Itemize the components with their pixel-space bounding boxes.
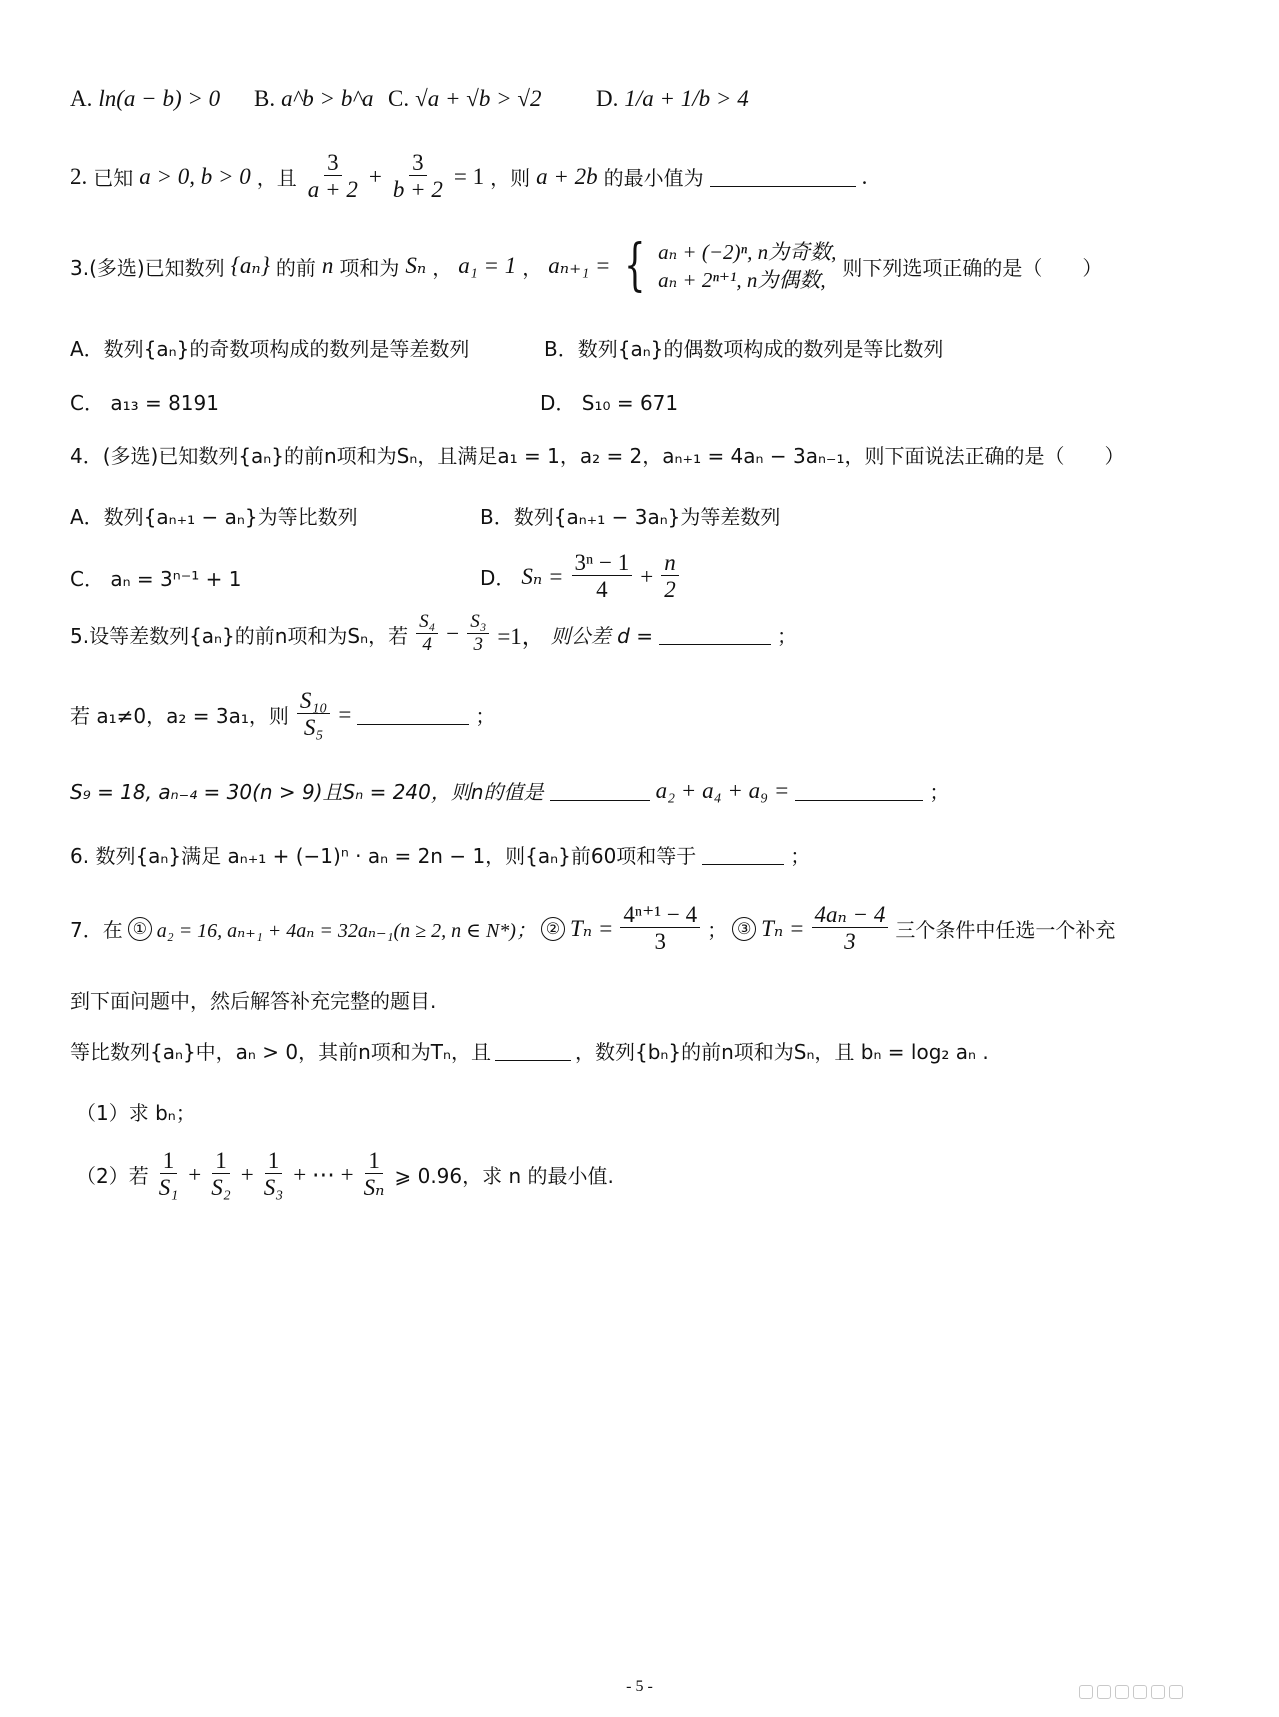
- q7-sub2-frac1-denominator: S₁: [158, 1175, 179, 1201]
- q7-cond2-numerator: 4ⁿ⁺¹ − 4: [620, 902, 700, 928]
- q6-text: 6. 数列{aₙ}满足 aₙ₊₁ + (−1)ⁿ · aₙ = 2n − 1，则{aₙ}前60项和等于: [70, 844, 697, 868]
- q2-expression: a + 2b: [536, 163, 598, 189]
- q7-line1-end: 三个条件中任选一个补充: [895, 918, 1116, 943]
- q3-cases: [658, 238, 836, 295]
- question-6: [70, 840, 810, 869]
- q2-frac2-denominator: b + 2: [392, 177, 443, 203]
- q5-frac-2: [467, 612, 489, 657]
- q3-case-2: aₙ + 2ⁿ⁺¹, n为偶数,: [658, 268, 826, 293]
- q2-frac1-numerator: 3: [324, 150, 342, 176]
- q7-sub2-dots: + ⋯ +: [293, 1161, 354, 1187]
- q7-sub2-frac-1: [156, 1148, 182, 1202]
- q5-frac1-denominator: 4: [422, 633, 432, 655]
- q7-sub2-frac-n: [361, 1148, 388, 1202]
- q3-option-a: A．数列{aₙ}的奇数项构成的数列是等差数列: [70, 337, 470, 361]
- q4-option-d: D． Sₙ = $\frac{\text{3ⁿ − 1}}{4}$ + $\frac{n}{2}$: [480, 550, 681, 604]
- q5-line2-frac: [297, 688, 331, 742]
- q5-frac2-numerator: S₃: [467, 612, 489, 634]
- q4-option-d-label: D．: [480, 566, 516, 591]
- question-5-line-3: [70, 776, 949, 805]
- q7-sub2-frac3-denominator: S₃: [263, 1175, 284, 1201]
- q7-sub2-frac-3: [261, 1148, 287, 1202]
- q5-line1-start: 5.设等差数列{aₙ}的前n项和为Sₙ，若: [70, 623, 409, 648]
- q2-equals: = 1: [453, 163, 485, 189]
- q6-answer-blank[interactable]: [702, 844, 784, 865]
- q3-option-b: B．数列{aₙ}的偶数项构成的数列是等比数列: [544, 337, 944, 361]
- question-3-stem: 3.(多选)已知数列 {aₙ} 的前 n 项和为 Sₙ ， a₁ = 1 ， aₙ₊₁ = { aₙ + (−2)ⁿ, n为奇数, aₙ + 2ⁿ⁺¹, n为偶数, 则下列选项正确的是（ ）: [70, 233, 1103, 299]
- q5-line1-semicolon: ；: [776, 623, 797, 648]
- q2-fraction-1: [305, 150, 361, 204]
- q7-sub2-fracn-numerator: 1: [365, 1148, 383, 1174]
- q3-left-brace: {: [623, 233, 646, 299]
- q4-option-d-frac-1: [572, 550, 633, 604]
- q2-known: 已知: [93, 166, 134, 191]
- q1-option-a-text: ln(a − b) > 0: [98, 86, 221, 111]
- q3-a1: a₁ = 1: [458, 253, 517, 279]
- q2-and: ，且: [256, 166, 297, 191]
- q7-semicolon-2: ；: [707, 918, 728, 943]
- q3-stem-start: 3.(多选)已知数列: [70, 255, 225, 280]
- q3-option-d: D． S₁₀ = 671: [540, 391, 679, 415]
- q7-condition-2-lhs: Tₙ =: [569, 915, 614, 941]
- q1-option-a-label: A.: [70, 86, 93, 111]
- q7-cond2-denominator: 3: [654, 929, 666, 955]
- q4-d-frac2-numerator: n: [661, 550, 679, 576]
- q1-option-c-label: C.: [388, 86, 410, 111]
- q5-common-difference-blank[interactable]: [659, 624, 771, 645]
- q7-subquestion-2: [76, 1148, 614, 1202]
- q2-condition: a > 0, b > 0: [139, 163, 251, 189]
- q1-option-c-text: √a + √b > √2: [415, 86, 542, 111]
- q5-frac1-numerator: S₄: [416, 612, 438, 634]
- question-5-line-2: [70, 688, 495, 742]
- q5-line2-start: 若 a₁≠0，a₂ = 3a₁，则: [70, 704, 289, 729]
- q5-line2-semicolon: ；: [475, 704, 496, 729]
- q4-option-a: A．数列{aₙ₊₁ − aₙ}为等比数列: [70, 505, 358, 529]
- q7-circled-3: ③: [732, 917, 756, 941]
- q5-frac-1: [416, 612, 438, 657]
- q1-option-d-text: 1/a + 1/b > 4: [624, 86, 749, 111]
- q2-frac1-denominator: a + 2: [307, 177, 358, 203]
- q3-sequence: {aₙ}: [230, 253, 270, 279]
- q7-sub2-fracn-denominator: Sₙ: [363, 1175, 385, 1201]
- question-4-stem: 4．(多选)已知数列{aₙ}的前n项和为Sₙ，且满足a₁ = 1，a₂ = 2，aₙ₊₁ = 4aₙ − 3aₙ₋₁，则下面说法正确的是（ ）: [70, 444, 1125, 468]
- q7-circled-1: ①: [128, 917, 152, 941]
- q7-condition-3-frac: [812, 902, 889, 956]
- q4-option-d-lhs: Sₙ =: [521, 563, 564, 589]
- q5-line2-frac-numerator: S₁₀: [297, 688, 331, 714]
- q7-sub2-frac2-numerator: 1: [212, 1148, 230, 1174]
- q1-option-b-label: B.: [254, 86, 276, 111]
- q3-stem-mid2: 项和为: [339, 255, 400, 280]
- q3-case-1: aₙ + (−2)ⁿ, n为奇数,: [658, 240, 837, 264]
- q2-then: ，则: [490, 166, 531, 191]
- q4-d-frac2-denominator: 2: [664, 577, 676, 603]
- q3-recurrence-lhs: aₙ₊₁ =: [548, 253, 611, 279]
- q7-cond3-denominator: 3: [844, 929, 856, 955]
- q7-subquestion-1: （1）求 bₙ；: [76, 1101, 196, 1125]
- q1-option-d-label: D.: [596, 86, 619, 111]
- q1-option-b-text: a^b > b^a: [281, 86, 374, 111]
- q5-ratio-blank[interactable]: [357, 704, 469, 725]
- q7-cond3-numerator: 4aₙ − 4: [812, 902, 889, 928]
- question-5-line-1: 5.设等差数列{aₙ}的前n项和为Sₙ，若 $\frac{\text{S₄}}{4}$ − $\frac{\text{S₃}}{3}$ =1， 则公差 d = ；: [70, 611, 797, 655]
- q7-sub2-frac1-numerator: 1: [160, 1148, 178, 1174]
- q7-sub2-end: ⩾ 0.96，求 n 的最小值.: [394, 1164, 614, 1189]
- q7-circled-2: ②: [541, 917, 565, 941]
- q5-line1-mid: =1，: [497, 623, 545, 649]
- q1-option-b: [254, 86, 374, 112]
- q7-line1-start: 7．在: [70, 918, 123, 943]
- q5-n-value-blank[interactable]: [550, 780, 650, 801]
- q3-stem-mid: 的前: [275, 255, 316, 280]
- q7-line3-start: 等比数列{aₙ}中，aₙ > 0，其前n项和为Tₙ，且: [70, 1040, 491, 1064]
- q4-d-frac1-numerator: 3ⁿ − 1: [572, 550, 633, 576]
- q2-number: 2.: [70, 163, 88, 189]
- q2-frac2-numerator: 3: [409, 150, 427, 176]
- q2-end: .: [861, 163, 868, 189]
- q5-line2-equals: =: [338, 701, 352, 727]
- q7-sub2-plus-1: +: [188, 1161, 202, 1187]
- q1-option-a: [70, 86, 220, 112]
- watermark-dots: [1079, 1685, 1183, 1699]
- q7-line3-end: ，数列{bₙ}的前n项和为Sₙ，且 bₙ = log₂ aₙ .: [574, 1040, 989, 1064]
- q5-line3-mid: a₂ + a₄ + a₉ =: [655, 777, 790, 803]
- q3-option-c: C． a₁₃ = 8191: [70, 391, 219, 415]
- q7-line-2: 到下面问题中，然后解答补充完整的题目.: [70, 989, 437, 1013]
- q3-stem-end: 则下列选项正确的是（ ）: [842, 255, 1103, 280]
- q2-answer-blank[interactable]: [710, 166, 856, 187]
- question-7-line-1: [70, 902, 1115, 956]
- q7-sub2-frac-2: [208, 1148, 234, 1202]
- question-7-line-3: [70, 1036, 989, 1065]
- q7-sub2-start: （2）若: [76, 1164, 149, 1189]
- q5-line1-end: 则公差 d =: [550, 623, 653, 648]
- q7-condition-blank[interactable]: [495, 1040, 571, 1061]
- q6-semicolon: ；: [790, 844, 811, 868]
- q7-sub2-frac3-numerator: 1: [265, 1148, 283, 1174]
- q7-sub2-plus-2: +: [240, 1161, 254, 1187]
- q4-option-d-frac-2: [661, 550, 679, 604]
- q3-sn: Sₙ: [405, 253, 427, 279]
- q3-n: n: [321, 253, 334, 279]
- q5-frac2-denominator: 3: [473, 633, 483, 655]
- q5-line3-start: S₉ = 18, aₙ₋₄ = 30(n > 9)且Sₙ = 240，则n的值是: [70, 780, 544, 804]
- q2-fraction-2: [390, 150, 446, 204]
- q5-line2-frac-denominator: S₅: [303, 715, 324, 741]
- q1-option-c: [388, 86, 542, 112]
- q5-sum-blank[interactable]: [795, 780, 923, 801]
- q5-line3-semicolon: ；: [929, 780, 950, 804]
- q7-condition-1: a₂ = 16, aₙ₊₁ + 4aₙ = 32aₙ₋₁(n ≥ 2, n ∈ N*)；: [156, 920, 536, 943]
- q7-condition-2-frac: [620, 902, 700, 956]
- q1-option-d: [596, 86, 749, 112]
- q4-option-b: B．数列{aₙ₊₁ − 3aₙ}为等差数列: [480, 505, 781, 529]
- page-number: - 5 -: [626, 1678, 653, 1695]
- q7-sub2-frac2-denominator: S₂: [211, 1175, 231, 1201]
- q2-ask: 的最小值为: [603, 166, 704, 191]
- q4-d-frac1-denominator: 4: [596, 577, 608, 603]
- q4-option-c: C． aₙ = 3ⁿ⁻¹ + 1: [70, 567, 242, 591]
- q7-condition-3-lhs: Tₙ =: [761, 915, 805, 941]
- question-2: 2. 已知 a > 0, b > 0 ，且 $\frac{3}{a + 2}$ + $\frac{3}{b + 2}$ = 1 ，则 a + 2b 的最小值为 .: [70, 150, 868, 203]
